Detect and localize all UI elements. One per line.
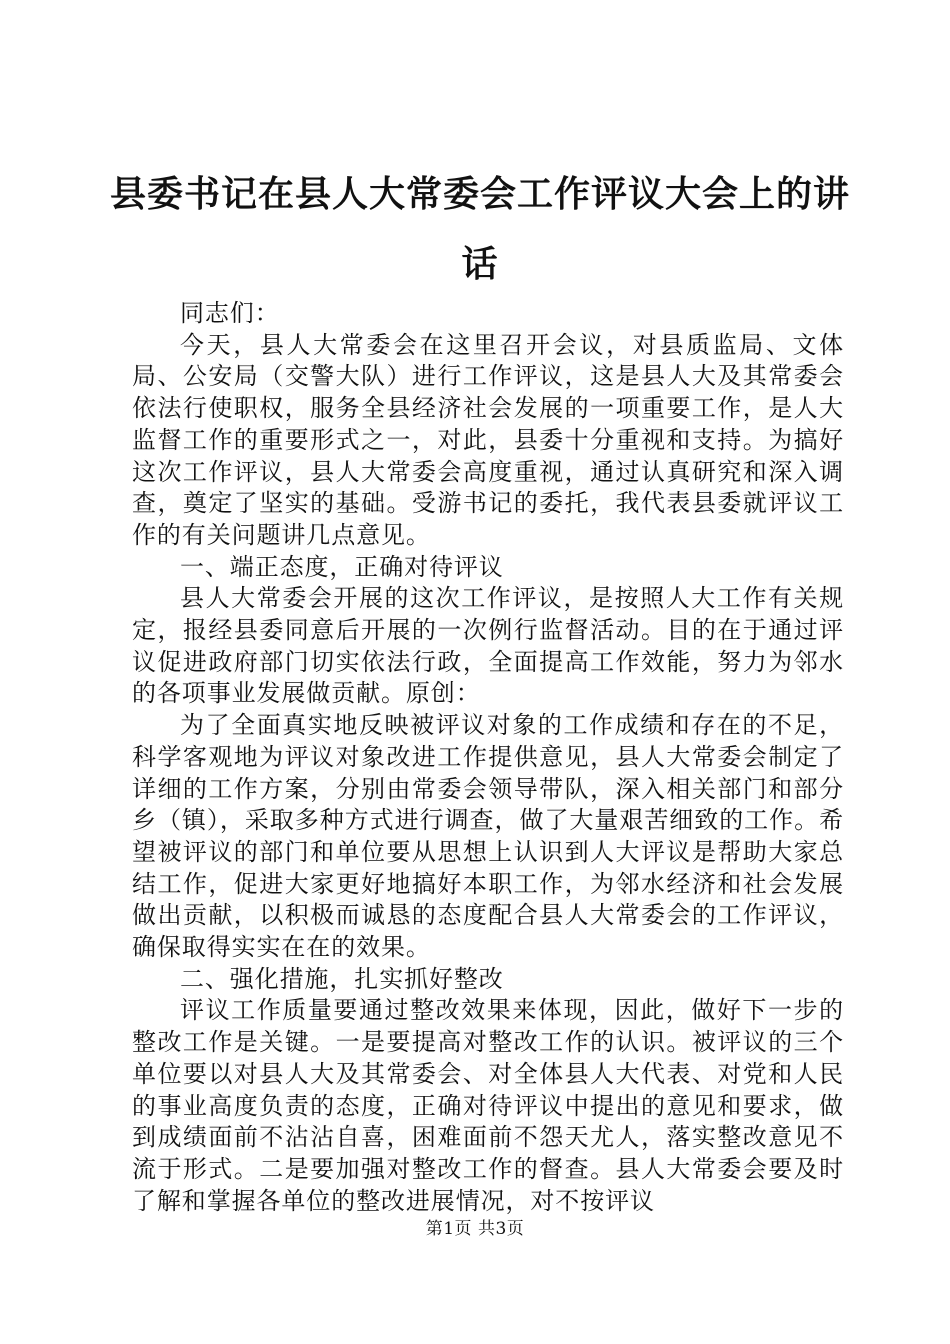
title-line-1: 县委书记在县人大常委会工作评议大会上的讲: [110, 174, 851, 215]
page-footer: 第1页 共3页: [425, 1219, 525, 1239]
body-paragraph: 为了全面真实地反映被评议对象的工作成绩和存在的不足，科学客观地为评议对象改进工作提供意见，县人大常委会制定了详细的工作方案，分别由常委会领导带队，深入相关部门和部分乡（镇），采取多种方式进行调查，做了大量艰苦细致的工作。希望被评议的部门和单位要从思想上认识到人大评议是帮助大家总结工作，促进大家更好地搞好本职工作，为邻水经济和社会发展做出贡献，以积极而诚恳的态度配合县人大常委会的工作评议，确保取得实实在在的效果。: [132, 711, 844, 962]
title-line-2: 话: [461, 244, 499, 285]
document-title: [110, 160, 850, 300]
section-heading: 二、强化措施，扎实抓好整改: [180, 964, 504, 993]
body-paragraph: 今天，县人大常委会在这里召开会议，对县质监局、文体局、公安局（交警大队）进行工作评议，这是县人大及其常委会依法行使职权，服务全县经济社会发展的一项重要工作，是人大监督工作的重要形式之一，对此，县委十分重视和支持。为搞好这次工作评议，县人大常委会高度重视，通过认真研究和深入调查，奠定了坚实的基础。受游书记的委托，我代表县委就评议工作的有关问题讲几点意见。: [132, 330, 844, 549]
salutation: 同志们：: [180, 299, 280, 327]
body-paragraph: 县人大常委会开展的这次工作评议，是按照人大工作有关规定，报经县委同意后开展的一次例行监督活动。目的在于通过评议促进政府部门切实依法行政，全面提高工作效能，努力为邻水的各项事业发展做贡献。原创：: [132, 584, 844, 708]
document-body: [132, 298, 844, 1217]
body-paragraph: 评议工作质量要通过整改效果来体现，因此，做好下一步的整改工作是关键。一是要提高对整改工作的认识。被评议的三个单位要以对县人大及其常委会、对全体县人大代表、对党和人民的事业高度负责的态度，正确对待评议中提出的意见和要求，做到成绩面前不沾沾自喜，困难面前不怨天尤人，落实整改意见不流于形式。二是要加强对整改工作的督查。县人大常委会要及时了解和掌握各单位的整改进展情况，对不按评议: [132, 996, 844, 1215]
section-heading: 一、端正态度，正确对待评议: [180, 552, 504, 581]
